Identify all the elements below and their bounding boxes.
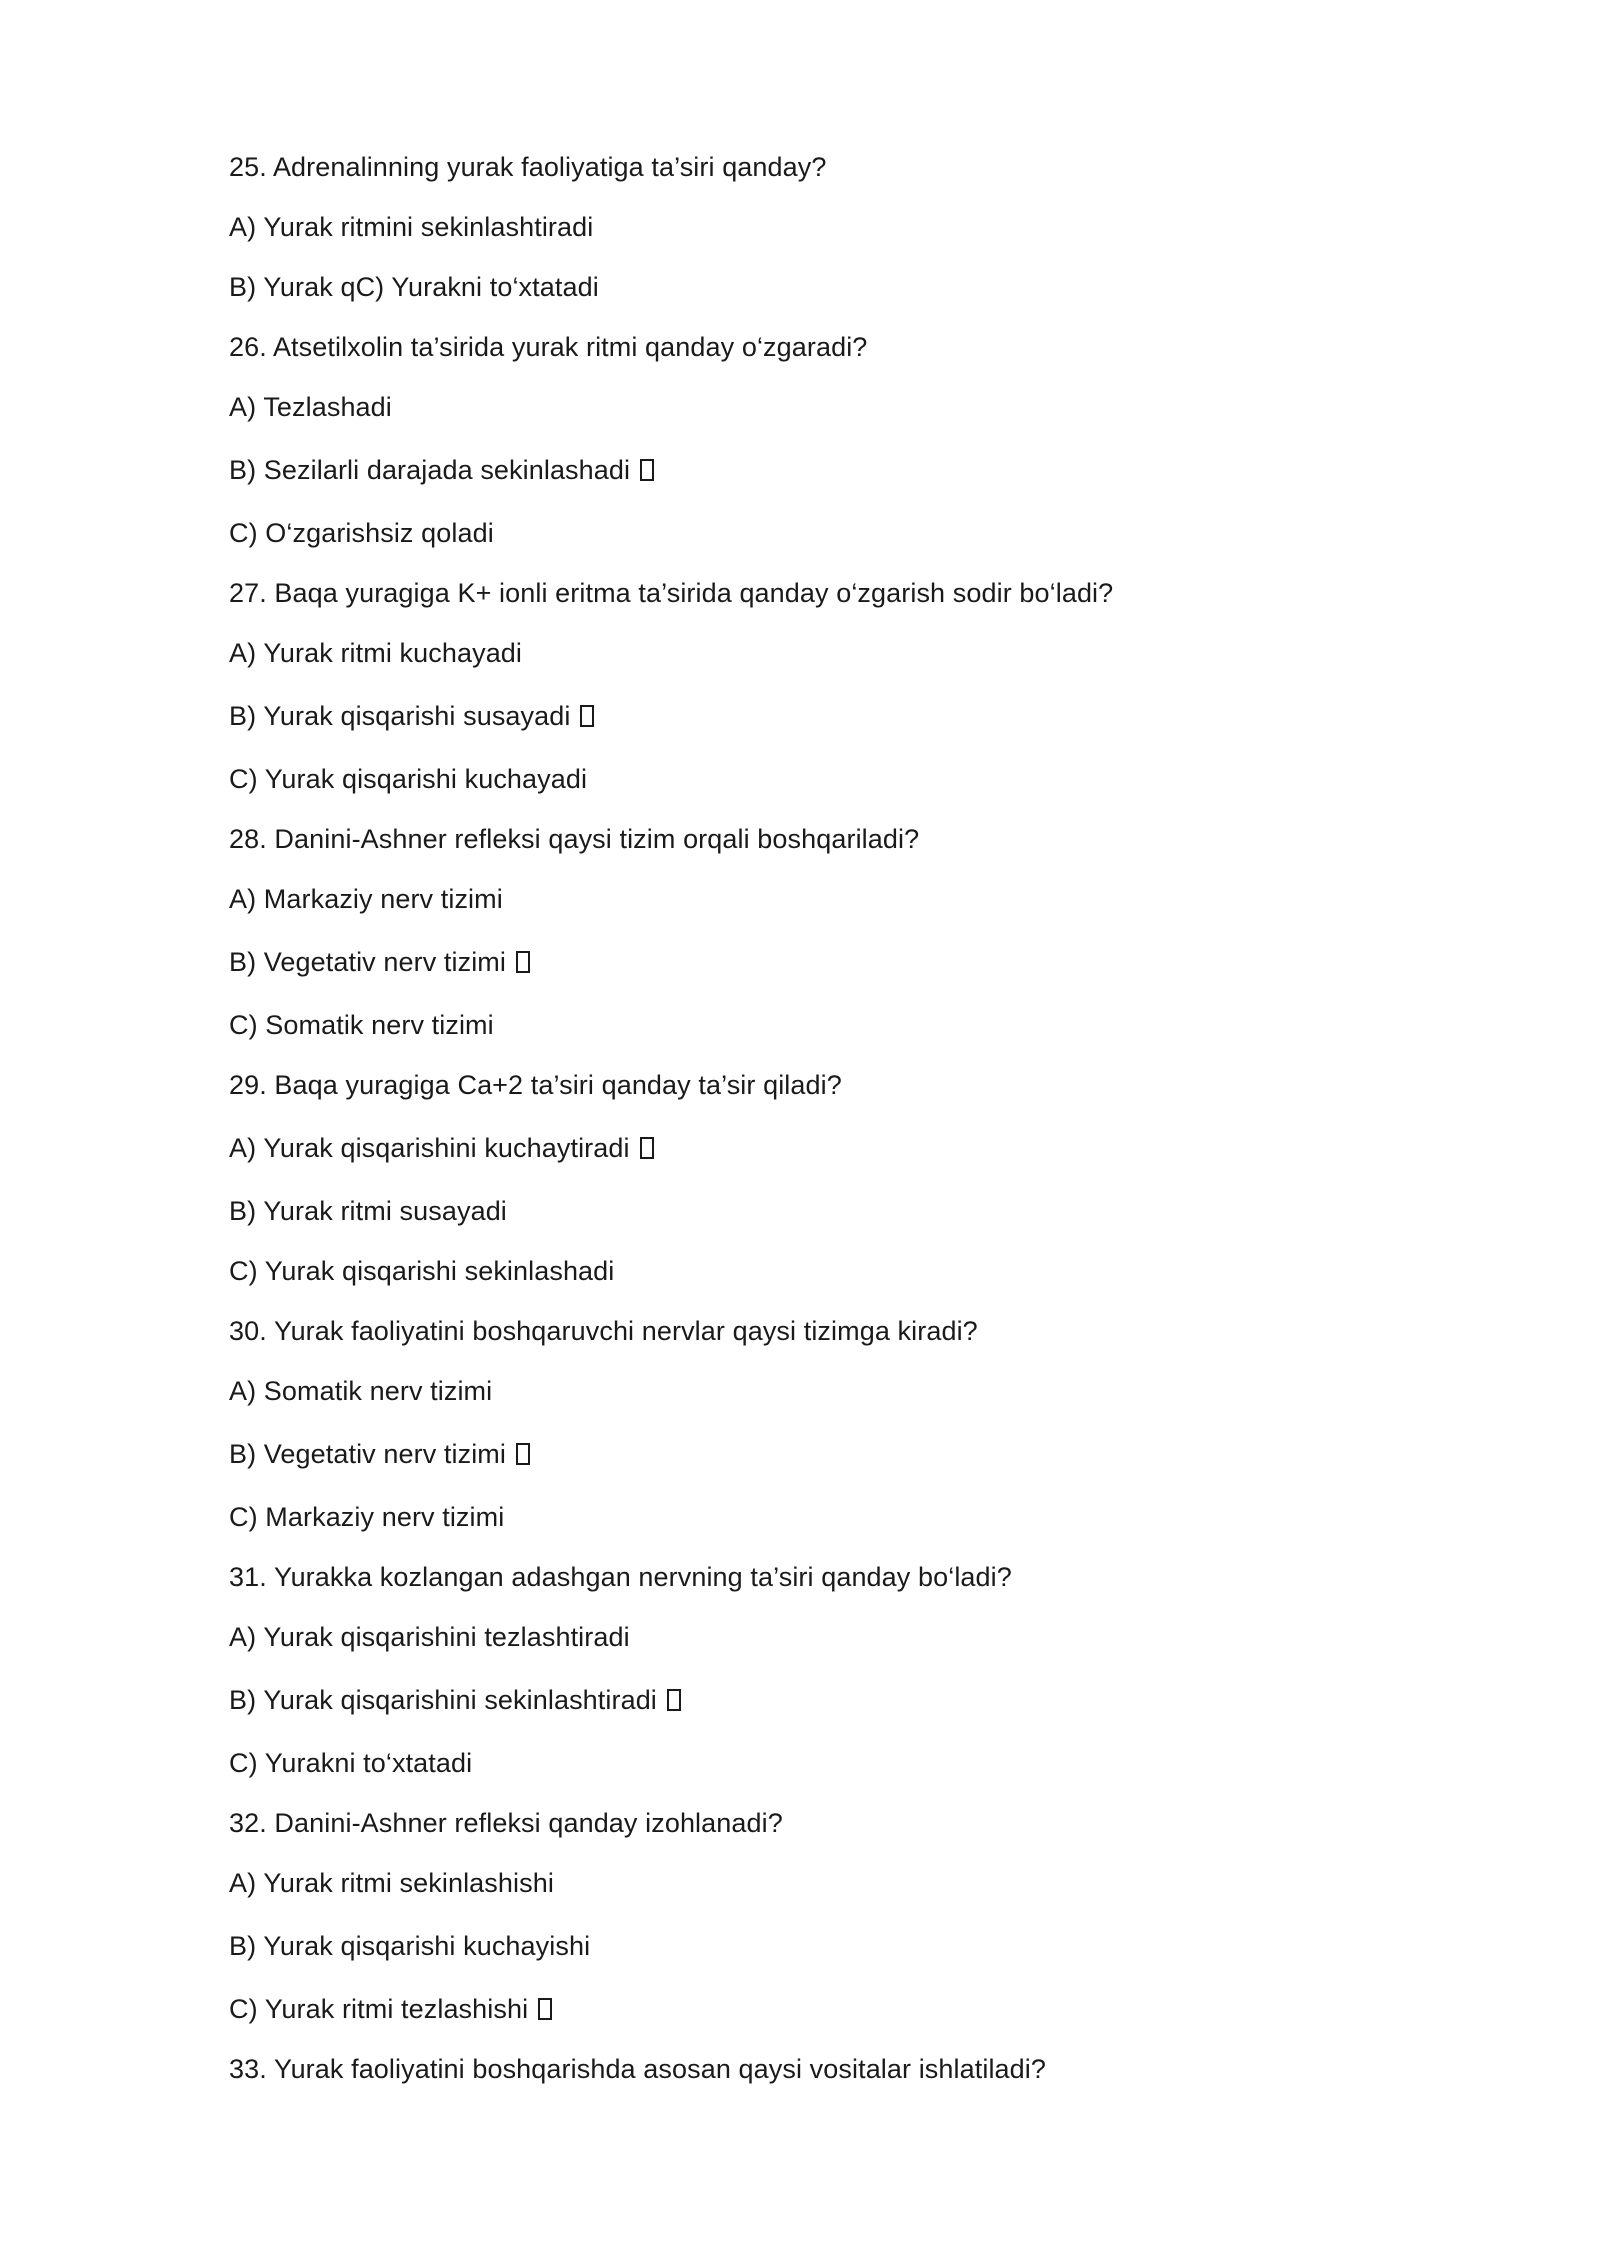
question-25	[229, 150, 1429, 184]
missing-glyph-box-icon	[516, 951, 530, 973]
question-32	[229, 1806, 1429, 1840]
question-text: 28. Danini-Ashner refleksi qaysi tizim orqali boshqariladi?	[229, 824, 920, 854]
option-30-c	[229, 1500, 1429, 1534]
option-text: C) Somatik nerv tizimi	[229, 1010, 494, 1040]
option-text: A) Yurak ritmi kuchayadi	[229, 638, 523, 668]
question-26	[229, 330, 1429, 364]
option-29-c	[229, 1254, 1429, 1288]
question-text: 26. Atsetilxolin ta’sirida yurak ritmi qanday o‘zgaradi?	[229, 332, 868, 362]
missing-glyph-box-icon	[516, 1443, 530, 1465]
option-31-c	[229, 1746, 1429, 1780]
option-32-c	[229, 1992, 1429, 2026]
option-27-b	[229, 699, 1429, 733]
question-text: 33. Yurak faoliyatini boshqarishda asosan qaysi vositalar ishlatiladi?	[229, 2054, 1046, 2084]
option-text: C) O‘zgarishsiz qoladi	[229, 518, 494, 548]
question-text: 27. Baqa yuragiga K+ ionli eritma ta’sirida qanday o‘zgarish sodir bo‘ladi?	[229, 578, 1114, 608]
option-text: C) Yurak ritmi tezlashishi	[229, 1994, 529, 2024]
option-31-a	[229, 1620, 1429, 1654]
option-text: A) Yurak ritmi sekinlashishi	[229, 1868, 554, 1898]
question-text: 32. Danini-Ashner refleksi qanday izohlanadi?	[229, 1808, 783, 1838]
question-text: 25. Adrenalinning yurak faoliyatiga ta’siri qanday?	[229, 152, 827, 182]
missing-glyph-box-icon	[640, 459, 654, 481]
option-text: A) Markaziy nerv tizimi	[229, 884, 503, 914]
option-text: A) Yurak ritmini sekinlashtiradi	[229, 212, 594, 242]
question-29	[229, 1068, 1429, 1102]
option-26-b	[229, 453, 1429, 487]
question-31	[229, 1560, 1429, 1594]
option-25-b	[229, 270, 1429, 304]
question-33	[229, 2052, 1429, 2086]
option-28-a	[229, 882, 1429, 916]
option-text: C) Markaziy nerv tizimi	[229, 1502, 505, 1532]
question-list	[229, 150, 1429, 2086]
missing-glyph-box-icon	[640, 1137, 654, 1159]
option-text: C) Yurak qisqarishi kuchayadi	[229, 764, 588, 794]
question-text: 29. Baqa yuragiga Ca+2 ta’siri qanday ta’sir qiladi?	[229, 1070, 842, 1100]
option-text: B) Yurak ritmi susayadi	[229, 1196, 507, 1226]
question-27	[229, 576, 1429, 610]
option-text: A) Somatik nerv tizimi	[229, 1376, 493, 1406]
option-26-a	[229, 390, 1429, 424]
option-text: A) Yurak qisqarishini tezlashtiradi	[229, 1622, 630, 1652]
option-27-a	[229, 636, 1429, 670]
option-text: B) Yurak qisqarishini sekinlashtiradi	[229, 1685, 657, 1715]
option-26-c	[229, 516, 1429, 550]
option-text: B) Yurak qisqarishi susayadi	[229, 701, 571, 731]
option-28-b	[229, 945, 1429, 979]
missing-glyph-box-icon	[580, 705, 594, 727]
missing-glyph-box-icon	[538, 1998, 552, 2020]
question-text: 30. Yurak faoliyatini boshqaruvchi nervlar qaysi tizimga kiradi?	[229, 1316, 978, 1346]
option-text: B) Yurak qC) Yurakni to‘xtatadi	[229, 272, 599, 302]
option-text: A) Tezlashadi	[229, 392, 392, 422]
option-31-b	[229, 1683, 1429, 1717]
option-text: B) Vegetativ nerv tizimi	[229, 947, 507, 977]
option-27-c	[229, 762, 1429, 796]
option-32-b	[229, 1929, 1429, 1963]
option-text: C) Yurak qisqarishi sekinlashadi	[229, 1256, 615, 1286]
option-30-b	[229, 1437, 1429, 1471]
option-29-b	[229, 1194, 1429, 1228]
question-30	[229, 1314, 1429, 1348]
option-text: A) Yurak qisqarishini kuchaytiradi	[229, 1133, 630, 1163]
option-32-a	[229, 1866, 1429, 1900]
option-30-a	[229, 1374, 1429, 1408]
missing-glyph-box-icon	[667, 1689, 681, 1711]
option-25-a	[229, 210, 1429, 244]
question-28	[229, 822, 1429, 856]
option-29-a	[229, 1131, 1429, 1165]
option-text: B) Yurak qisqarishi kuchayishi	[229, 1931, 591, 1961]
option-text: B) Sezilarli darajada sekinlashadi	[229, 455, 631, 485]
question-text: 31. Yurakka kozlangan adashgan nervning ta’siri qanday bo‘ladi?	[229, 1562, 1012, 1592]
option-28-c	[229, 1008, 1429, 1042]
option-text: C) Yurakni to‘xtatadi	[229, 1748, 473, 1778]
option-text: B) Vegetativ nerv tizimi	[229, 1439, 507, 1469]
